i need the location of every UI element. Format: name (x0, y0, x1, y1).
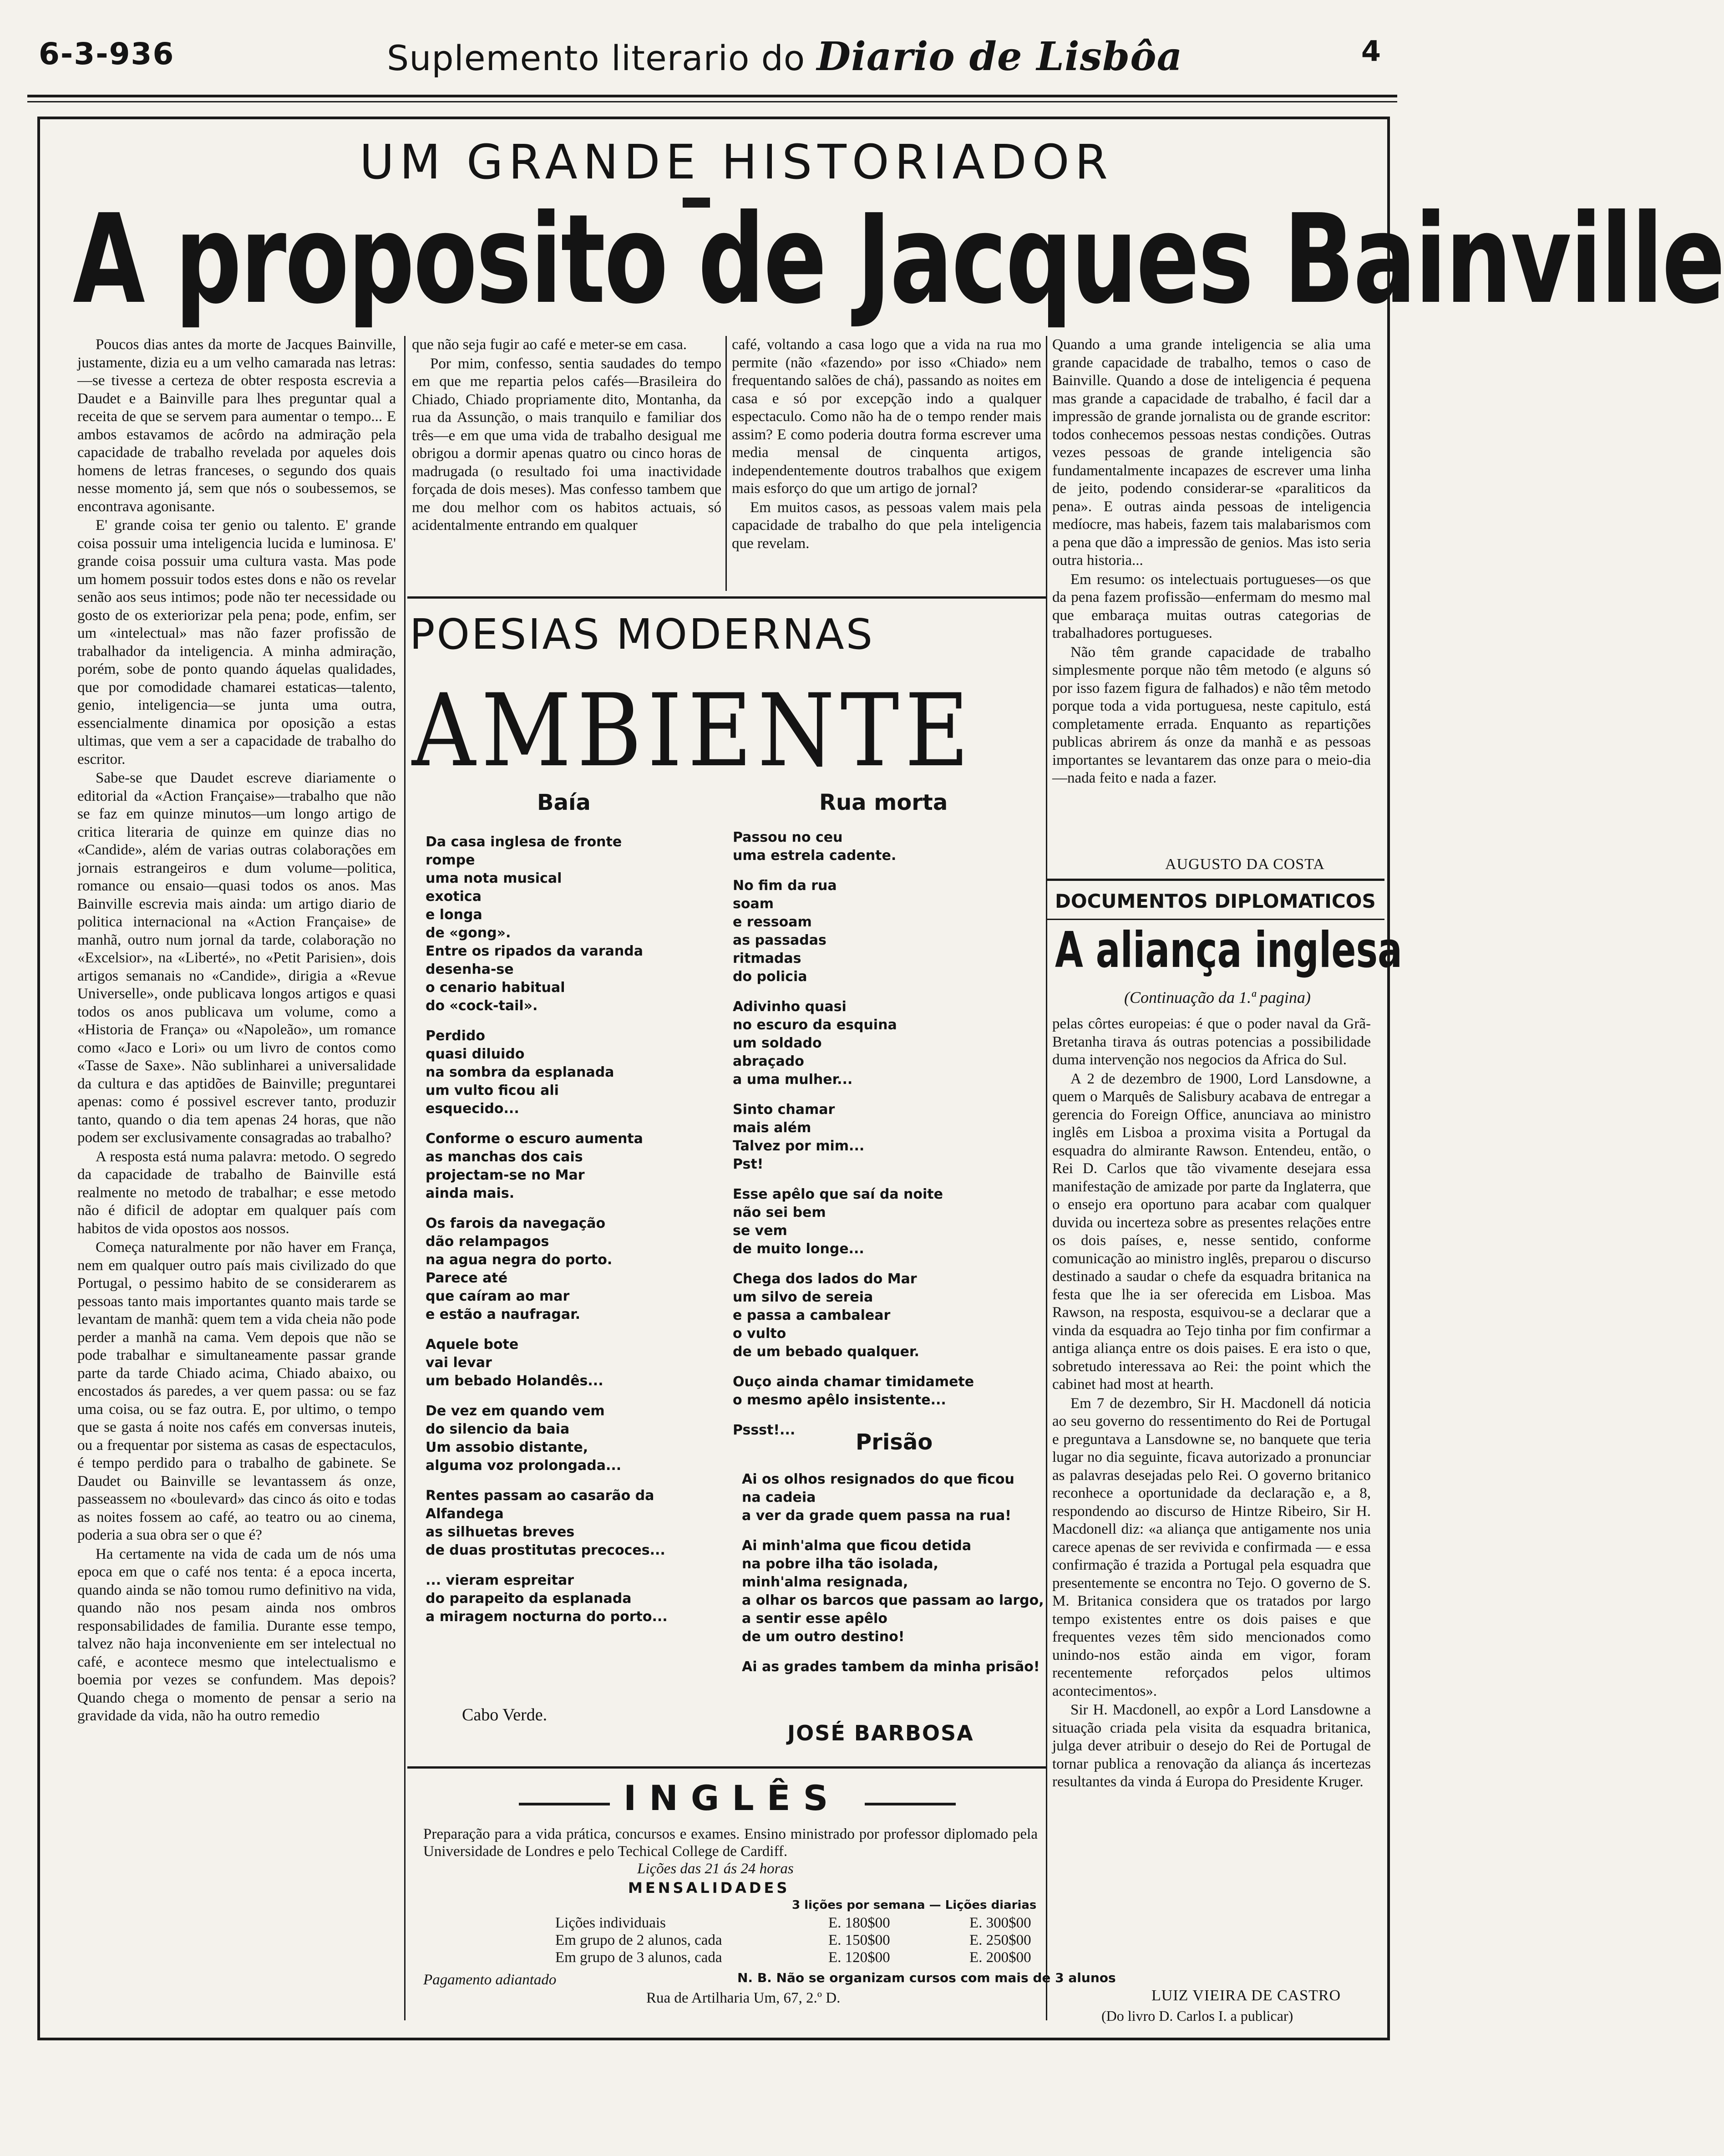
verse: as passadas (733, 932, 827, 948)
advert-row-price: E. 250$00 (969, 1932, 1031, 1948)
stanza (742, 1537, 1044, 1646)
column-divider (725, 336, 727, 591)
stanza (426, 1336, 717, 1390)
verse: e ressoam (733, 914, 812, 930)
verse: Ouço ainda chamar timidamete (733, 1374, 974, 1390)
verse: Esse apêlo que saí da noite (733, 1186, 943, 1202)
verse: do «cock-tail». (426, 998, 538, 1014)
paragraph: café, voltando a casa logo que a vida na rua mo permite (não «fazendo» por isso «Chiado» nem frequentando salões de chá), passando as noites em casa e só por excepção indo a qualquer espectaculo. Como não ha de o tempo render mais assim? E como poderia doutra forma escrever uma media mensal de cinquenta artigos, independentemente doutros trabalhos que exigem mais esforço do que um artigo de jornal? (732, 336, 1041, 497)
poem-title-baia: Baía (537, 790, 591, 815)
stanza (426, 833, 717, 1015)
verse: exotica (426, 889, 482, 905)
article-kicker: UM GRANDE HISTORIADOR (360, 134, 1113, 190)
paragraph: Poucos dias antes da morte de Jacques Bainville, justamente, dizia eu a um velho camarada nas letras:—se tivesse a certeza de obter resposta escrevia a Daudet e a Bainville para lhes preguntar qual a receita de que se servem para aumentar o tempo... E ambos estavamos de acôrdo na admiração pela capacidade de trabalho revelada por aqueles dois homens de letras franceses, o segundo dos quais nesse momento já, sem que nós o soubessemos, se encontrava agonisante. (77, 336, 396, 515)
stanza (426, 1571, 717, 1626)
poem-rua-morta (733, 829, 1033, 1438)
poem-place: Cabo Verde. (462, 1705, 548, 1724)
verse: minh'alma resignada, (742, 1574, 908, 1590)
verse: Perdido (426, 1028, 485, 1044)
advert-row-price: E. 150$00 (828, 1932, 890, 1948)
advert-columns-note: 3 lições por semana — Lições diarias (792, 1898, 1037, 1912)
verse: Passou no ceu (733, 829, 843, 845)
verse: Pssst!... (733, 1422, 796, 1438)
article1-author: AUGUSTO DA COSTA (1165, 856, 1325, 873)
verse: Entre os ripados da varanda (426, 943, 643, 959)
poem-title-rua-morta: Rua morta (819, 790, 948, 815)
verse: um bebado Holandês... (426, 1373, 603, 1389)
verse: mais além (733, 1120, 811, 1136)
verse: Conforme o escuro aumenta (426, 1131, 643, 1147)
verse: uma estrela cadente. (733, 848, 897, 864)
verse: o vulto (733, 1326, 786, 1342)
stanza (742, 1658, 1038, 1676)
verse: na pobre ilha tão isolada, (742, 1556, 938, 1572)
article1-column-3 (732, 336, 1041, 591)
stanza (426, 1402, 717, 1475)
stanza (733, 1270, 1033, 1361)
verse: de duas prostitutas precoces... (426, 1542, 665, 1558)
verse: um silvo de sereia (733, 1289, 873, 1305)
verse: uma nota musical (426, 870, 562, 886)
advert-title: INGLÊS (624, 1778, 841, 1818)
article2-section-rule (1047, 919, 1384, 920)
advert-row-price: E. 300$00 (969, 1915, 1031, 1931)
column-divider (404, 336, 406, 2020)
stanza (426, 1487, 717, 1560)
verse: que caíram ao mar (426, 1288, 570, 1304)
article2-body (1052, 1015, 1371, 1985)
verse: Talvez por mim... (733, 1138, 865, 1154)
verse: na agua negra do porto. (426, 1252, 613, 1268)
verse: de um bebado qualquer. (733, 1344, 919, 1360)
verse: não sei bem (733, 1205, 826, 1220)
verse: Os farois da navegação (426, 1215, 606, 1231)
newspaper-name: Diario de Lisbôa (816, 34, 1183, 80)
article1-column-4 (1052, 336, 1371, 846)
verse: Rentes passam ao casarão da Alfandega (426, 1488, 654, 1522)
paragraph: A 2 de dezembro de 1900, Lord Lansdowne, a quem o Marquês de Salisbury acabava de entregar a gerencia do Foreign Office, anunciava ao ministro inglês em Lisboa a proxima visita a Portugal da esquadra do almirante Rawson. Entendeu, então, o Rei D. Carlos que tão vivamente desejara essa manifestação de amizade por parte da Inglaterra, que o ensejo era oportuno para acabar com qualquer duvida ou incerteza sobre as presentes relações entre os dois países, e, nesse sentido, conforme comunicação ao ministro inglês, preparou o discurso destinado a saudar o chefe da esquadra britanica na festa que lhe ia ser oferecida em Lisboa. Mas Rawson, na resposta, esquivou-se a declarar que a vinda da esquadra ao Tejo tinha por fim confirmar a antiga aliança entre os dois paises. E era isto o que, sobretudo interessava ao Rei: the point which the cabinet had most at hearth. (1052, 1070, 1371, 1393)
verse: esquecido... (426, 1101, 519, 1117)
stanza (426, 1130, 717, 1203)
verse: Pst! (733, 1156, 764, 1172)
stanza (426, 1215, 717, 1324)
advert-row-price: E. 180$00 (828, 1915, 890, 1931)
paragraph: Por mim, confesso, sentia saudades do tempo em que me repartia pelos cafés—Brasileira do Chiado, Chiado propriamente dito, Montanha, da rua da Assunção, o mais tranquilo e familiar dos três—e em que uma vida de trabalho desigual me obrigou a dormir apenas quatro ou cinco horas de madrugada (o resultado foi uma inactividade forçada de dois meses). Mas confesso tambem que me dou melhor com os habitos actuais, só acidentalmente entrando em qualquer (412, 355, 721, 534)
stanza (742, 1470, 1038, 1525)
paragraph: Não têm grande capacidade de trabalho simplesmente porque não têm metodo (e alguns só por isso fazem figura de falhados) e não têm metodo porque toda a vida portuguesa, neste capitulo, está completamente errada. Enquanto as repartições publicas abrirem ás onze da manhã e as pessoas importantes se levantarem das onze para o meio-dia—nada feito e nada a fazer. (1052, 644, 1371, 786)
verse: quasi diluido (426, 1046, 525, 1062)
verse: de muito longe... (733, 1241, 864, 1257)
verse: as manchas dos cais (426, 1149, 583, 1165)
poetry-author: JOSÉ BARBOSA (787, 1721, 974, 1745)
verse: Ai as grades tambem da minha prisão! (742, 1659, 1040, 1675)
advert-hours: Lições das 21 ás 24 horas (637, 1861, 794, 1877)
verse: dão relampagos (426, 1234, 549, 1250)
advert-top-rule (407, 1766, 1046, 1769)
paragraph: A resposta está numa palavra: metodo. O segredo da capacidade de trabalho de Bainville está realmente no metodo de trabalhar; e esse metodo não é dificil de adoptar em qualquer país com habitos de vida opostos aos nossos. (77, 1148, 396, 1237)
verse: desenha-se (426, 961, 514, 977)
stanza (733, 1185, 1033, 1258)
stanza (733, 1373, 1033, 1409)
advert-row-price: E. 120$00 (828, 1949, 890, 1966)
advert-address: Rua de Artilharia Um, 67, 2.º D. (646, 1990, 841, 2006)
verse: ritmadas (733, 951, 801, 966)
verse: Ai os olhos resignados do que ficou na cadeia (742, 1471, 1014, 1505)
verse: Um assobio distante, (426, 1439, 588, 1455)
supplement-title-prefix: Suplemento literario do (387, 38, 806, 78)
verse: a miragem nocturna do porto... (426, 1609, 668, 1625)
paragraph: pelas côrtes europeias: é que o poder naval da Grã-Bretanha tirava ás outras potencias a possibilidade duma intervenção nos negocios da Africa do Sul. (1052, 1016, 1371, 1068)
paragraph: Sabe-se que Daudet escreve diariamente o editorial da «Action Française»—trabalho que não se faz em quinze minutos—um longo artigo de critica literaria de quinze em quinze dias no «Candide», além de varias outras colaborações em jornais estrangeiros e dum volume—politica, romance ou ensaio—quasi todos os anos. Mas Bainville escrevia mais ainda: um artigo diario de politica internacional na «Action Française» de manhã, outro num jornal da tarde, colaboração no «Excelsior», na «Liberté», no «Petit Parisien», dois artigos semanais no «Candide», dirigia a «Revue Universelle», onde publicava longos artigos e quasi todos os anos publicava um volume, como a «Historia de França» ou «Napoleão», um romance como «Jaco e Lori» ou um livro de contos como «Tasse de Saxe». Não sublinharei a universalidade da cultura e das aptidões de Bainville; preguntarei apenas: como é possivel escrever tanto, produzir tanto, quando o dia tem apenas 24 horas, que não podem ser exclusivamente consagradas ao trabalho? (77, 770, 396, 1146)
poem-cycle-title: AMBIENTE (412, 672, 975, 789)
stanza (733, 877, 1033, 986)
verse: soam (733, 896, 774, 912)
stanza (733, 829, 1033, 865)
verse: a ver da grade quem passa na rua! (742, 1508, 1011, 1524)
verse: alguma voz prolongada... (426, 1458, 622, 1474)
verse: e estão a naufragar. (426, 1307, 581, 1322)
verse: Adivinho quasi (733, 999, 847, 1015)
poem-title-prisao: Prisão (856, 1429, 933, 1455)
verse: projectam-se no Mar (426, 1167, 585, 1183)
paragraph: que não seja fugir ao café e meter-se em casa. (412, 336, 687, 353)
advert-note: N. B. Não se organizam cursos com mais de 3 alunos (737, 1970, 1116, 1985)
advert-row-label: Em grupo de 3 alunos, cada (555, 1949, 722, 1966)
verse: e longa (426, 907, 482, 923)
verse: Da casa inglesa de fronte (426, 834, 622, 850)
verse: vai levar (426, 1355, 492, 1371)
verse: ainda mais. (426, 1185, 515, 1201)
advert-subtitle: MENSALIDADES (628, 1879, 790, 1897)
verse: Aquele bote (426, 1337, 519, 1353)
verse: e passa a cambalear (733, 1307, 891, 1323)
verse: abraçado (733, 1053, 804, 1069)
article2-top-rule (1047, 879, 1384, 881)
verse: um vulto ficou ali (426, 1083, 559, 1098)
verse: as silhuetas breves (426, 1524, 575, 1540)
verse: rompe (426, 852, 475, 868)
verse: ... vieram espreitar (426, 1572, 574, 1588)
advert-row-label: Lições individuais (555, 1915, 666, 1931)
paragraph: Em muitos casos, as pessoas valem mais pela capacidade de trabalho do que pela inteligencia que revelam. (732, 499, 1041, 552)
paragraph: Em 7 de dezembro, Sir H. Macdonell dá noticia ao seu governo do ressentimento do Rei de Portugal e preguntava a Lansdowne se, no banquete que teria lugar no dia seguinte, ficava autorizado a pronunciar as palavras desejadas pelo Rei. O governo britanico reconhece a oportunidade da declaração e, a 8, respondendo ao discurso de Hintze Ribeiro, Sir H. Macdonell diz: «a aliança que antigamente nos unia carece apenas de ser revivida e confirmada — e essa confirmação é trazida a Portugal pela esquadra que presentemente se encontra no Tejo. O governo de S. M. Britanica considera que os tratados por largo tempo existentes entre os dois paises e que frequentes vezes têm sido mencionados como unindo-nos estão ainda em vigor, foram recentemente reforçados pelos ultimos acontecimentos». (1052, 1395, 1371, 1699)
stanza (733, 998, 1033, 1089)
verse: o mesmo apêlo insistente... (733, 1392, 946, 1408)
paragraph: E' grande coisa ter genio ou talento. E' grande coisa possuir uma inteligencia lucida e luminosa. E' grande coisa possuir uma cultura vasta. Mas pode um homem possuir todos estes dons e não os revelar senão aos seus intimos; pode não ter necessidade ou gosto de os exteriorizar pela pena; pode, enfim, ser um «intelectual» mas não fazer profissão de trabalhador da inteligencia. A minha admiração, porém, sobe de ponto quando áquelas qualidades, que por comodidade chamarei estaticas—talento, genio, inteligencia—se junta uma outra, essencialmente dinamica por oposição a estas ultimas, que vem a ser a capacidade de trabalho do escritor. (77, 517, 396, 768)
header-rule (27, 95, 1397, 97)
advert-body: Preparação para a vida prática, concursos e exames. Ensino ministrado por professor diplomado pela Universidade de Londres e pelo Techical College de Cardiff. (423, 1826, 1038, 1860)
advert-row-label: Em grupo de 2 alunos, cada (555, 1932, 722, 1948)
article2-headline: A aliança inglesa (1055, 922, 1402, 979)
supplement-title (387, 34, 1182, 80)
paragraph: Em resumo: os intelectuais portugueses—os que da pena fazem profissão—enfermam do mesmo mal que embaraça muitas outras categorias de trabalhadores portugueses. (1052, 571, 1371, 641)
article1-column-1 (77, 336, 396, 2020)
verse: Parece até (426, 1270, 508, 1286)
verse: Sinto chamar (733, 1102, 835, 1118)
verse: a uma mulher... (733, 1072, 853, 1088)
verse: do parapeito da esplanada (426, 1591, 632, 1607)
paragraph: Começa naturalmente por não haver em França, nem em qualquer outro país mais civilizado do que Portugal, o pessimo habito de se considerarem as pessoas tanto mais importantes quanto mais tarde se levantam de manhã: quem tem a vida cheia não pode perder a manhã na cama. Vem depois que não se pode trabalhar e simultaneamente passar grande parte da tarde Chiado acima, Chiado abaixo, ou encostados ás paredes, a ver quem passa: ou se faz uma coisa, ou se faz outra. E, por ultimo, o tempo que se gasta á noite nos cafés em conversas inuteis, ou a frequentar por sistema as casas de espectaculos, é tempo perdido para o trabalho de gabinete. Se Daudet ou Bainville se levantassem ás onze, passeassem no «boulevard» das cinco ás oito e todas as noites fossem ao café, ao teatro ou ao cinema, poderia a sua obra ser o que é? (77, 1239, 396, 1543)
page-number: 4 (1361, 35, 1381, 68)
poem-prisao (742, 1470, 1044, 1707)
poem-baia (426, 833, 717, 1698)
article1-column-2 (412, 336, 721, 591)
verse: No fim da rua (733, 878, 837, 894)
verse: no escuro da esquina (733, 1017, 897, 1033)
verse: um soldado (733, 1035, 822, 1051)
header-rule-thin (27, 101, 1397, 102)
article2-author: LUIZ VIEIRA DE CASTRO (1151, 1987, 1341, 2004)
article2-source: (Do livro D. Carlos I. a publicar) (1101, 2008, 1293, 2024)
verse: na sombra da esplanada (426, 1064, 614, 1080)
paragraph: Ha certamente na vida de cada um de nós uma epoca em que o café nos tenta: é a epoca incerta, quando ainda se não tomou rumo definitivo na vida, quando não nos pesam ainda nos ombros responsabilidades de familia. Durante esse tempo, talvez não haja inconveniente em ser intelectual no café, e acontece mesmo que intelectualismo e boemia por vezes se confundem. Mas depois? Quando chega o momento de pensar a serio na gravidade da vida, não ha outro remedio (77, 1546, 396, 1724)
stanza (426, 1027, 717, 1118)
article2-continuation: (Continuação da 1.ª pagina) (1124, 988, 1311, 1007)
stanza (733, 1101, 1033, 1174)
verse: Ai minh'alma que ficou detida (742, 1538, 972, 1554)
article-headline: A proposito de Jacques Bainville (73, 188, 1724, 331)
verse: de um outro destino! (742, 1629, 905, 1645)
verse: a sentir esse apêlo (742, 1611, 887, 1627)
verse: do policia (733, 969, 807, 985)
poetry-top-rule (407, 596, 1046, 599)
article2-section: DOCUMENTOS DIPLOMATICOS (1055, 890, 1376, 912)
poetry-section-title: POESIAS MODERNAS (410, 610, 874, 659)
advert-title-ornament-right (865, 1803, 956, 1805)
paragraph: Quando a uma grande inteligencia se alia uma grande capacidade de trabalho, temos o caso de Bainville. Quando a dose de inteligencia é pequena mas grande a capacidade de trabalho, é facil dar a impressão de grande jornalista ou de grande escritor: todos conhecemos pessoas nestas condições. Outras vezes pessoas de grande inteligencia são fundamentalmente incapazes de escrever uma linha de jeito, podendo considerar-se «paraliticos da pena». E outras ainda pessoas de inteligencia medíocre, mas habeis, fazem tais malabarismos com a pena que dão a impressão de genios. Mas isto seria outra historia... (1052, 336, 1371, 569)
advert-row-price: E. 200$00 (969, 1949, 1031, 1966)
verse: se vem (733, 1223, 787, 1239)
verse: a olhar os barcos que passam ao largo, (742, 1592, 1044, 1608)
verse: de «gong». (426, 925, 511, 941)
verse: o cenario habitual (426, 980, 565, 996)
verse: do silencio da baia (426, 1421, 570, 1437)
advert-payment: Pagamento adiantado (423, 1972, 557, 1988)
page-header (0, 27, 1522, 105)
advert-title-ornament-left (519, 1803, 610, 1805)
verse: Chega dos lados do Mar (733, 1271, 917, 1287)
paragraph: Sir H. Macdonell, ao expôr a Lord Lansdowne a situação criada pela visita da esquadra britanica, julga dever atribuir o desejo do Rei de Portugal de tornar publica a renovação da aliança ás incertezas resultantes da vinda á Europa do Presidente Kruger. (1052, 1702, 1371, 1790)
verse: De vez em quando vem (426, 1403, 605, 1419)
issue-date: 6-3-936 (39, 36, 175, 71)
column-divider (1046, 336, 1047, 2020)
